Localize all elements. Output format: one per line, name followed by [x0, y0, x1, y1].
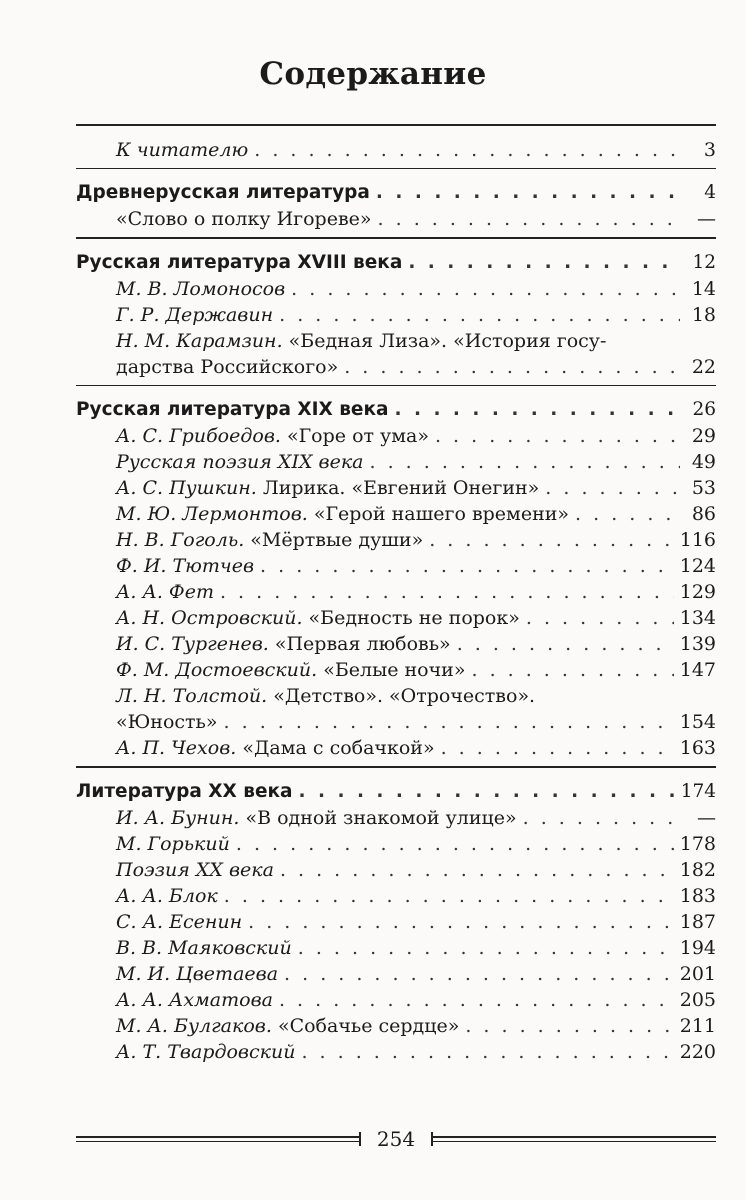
entry-page: 220 [679, 1040, 716, 1063]
entry-title: Лирика. «Евгений Онегин» [256, 477, 540, 500]
entry-label [116, 658, 465, 682]
entry-author: А. С. Грибоедов. [116, 425, 281, 448]
entry-page: 18 [691, 303, 716, 326]
dot-leader [344, 355, 680, 379]
entry-page: 205 [679, 988, 716, 1011]
toc-entry [76, 856, 716, 882]
entry-author: Г. Р. Державин [116, 303, 274, 326]
dot-leader [224, 710, 674, 734]
entry-page: 139 [679, 633, 716, 656]
toc-entry [76, 682, 716, 708]
toc-entry [76, 327, 716, 353]
entry-page: — [697, 208, 716, 231]
entry-label [116, 858, 274, 882]
toc-entry [76, 986, 716, 1012]
entry-label [116, 1014, 459, 1038]
entry-author: М. Горький [116, 832, 230, 855]
entry-title: «Первая любовь» [268, 633, 451, 656]
dot-leader [378, 207, 680, 231]
entry-page: 154 [679, 711, 716, 734]
spacer [76, 126, 716, 136]
entry-label [116, 832, 230, 856]
spacer [76, 169, 716, 179]
entry-label [116, 502, 569, 526]
entry-page: 14 [691, 277, 716, 300]
entry-label [116, 884, 218, 908]
entry-label [116, 450, 364, 474]
entry-label [116, 207, 372, 231]
dot-leader [280, 858, 674, 882]
dot-leader [236, 832, 674, 856]
spacer [76, 768, 716, 778]
toc-entry-continuation [76, 708, 716, 734]
section-title: Древнерусская литература [76, 182, 370, 204]
dot-leader [298, 936, 674, 960]
entry-page: 178 [679, 832, 716, 855]
toc-entry [76, 630, 716, 656]
toc-entry [76, 734, 716, 760]
entry-page: 3 [703, 138, 716, 161]
entry-author: Н. В. Гоголь. [116, 529, 245, 552]
entry-label [116, 277, 285, 301]
entry-page: 12 [692, 251, 716, 273]
dot-leader [376, 181, 680, 205]
dot-leader [457, 632, 674, 656]
dot-leader [465, 1014, 673, 1038]
toc-section [76, 778, 716, 804]
entry-page: 124 [679, 555, 716, 578]
toc-entry [76, 552, 716, 578]
entry-label [116, 1040, 295, 1064]
entry-page: — [697, 806, 716, 829]
toc-entry [76, 448, 716, 474]
entry-author: М. И. Цветаева [116, 962, 279, 985]
toc-entry [76, 578, 716, 604]
toc-entry [76, 1038, 716, 1064]
toc-entry [76, 526, 716, 552]
page-title: Содержание [259, 56, 487, 92]
entry-author: Н. М. Карамзин. [116, 329, 283, 352]
entry-label [116, 936, 292, 960]
entry-page: 147 [679, 659, 716, 682]
toc-entry-continuation [76, 353, 716, 379]
entry-title: «Горе от ума» [280, 425, 429, 448]
toc-entry [76, 1012, 716, 1038]
entry-page: 29 [691, 425, 716, 448]
entry-page: 182 [679, 858, 716, 881]
toc-entry [76, 422, 716, 448]
entry-author: Русская поэзия XIX века [116, 451, 364, 474]
dot-leader [526, 606, 674, 630]
entry-page: 134 [679, 607, 716, 630]
entry-title: «Слово о полку Игореве» [116, 208, 372, 231]
dot-leader [220, 580, 674, 604]
entry-author: М. А. Булгаков. [116, 1014, 272, 1037]
entry-label [116, 303, 273, 327]
entry-title: «Собачье сердце» [271, 1014, 460, 1037]
entry-label [116, 806, 517, 830]
entry-page: 116 [679, 529, 716, 552]
dot-leader [224, 884, 674, 908]
toc-entry [76, 934, 716, 960]
entry-author: Ф. М. Достоевский. [116, 659, 318, 682]
toc-section [76, 179, 716, 205]
dot-leader [370, 450, 681, 474]
toc-section [76, 396, 716, 422]
toc-entry [76, 908, 716, 934]
toc-entry [76, 205, 716, 231]
dot-leader [429, 528, 674, 552]
entry-title: «Мёртвые души» [244, 529, 424, 552]
dot-leader [299, 780, 675, 804]
entry-label [116, 528, 423, 552]
dot-leader [254, 138, 680, 162]
entry-label [116, 632, 451, 656]
entry-page: 4 [704, 182, 716, 204]
entry-title: «Белые ночи» [317, 659, 466, 682]
entry-author: М. В. Ломоносов [116, 277, 286, 300]
entry-author: Поэзия XX века [116, 858, 274, 881]
entry-page: 129 [679, 581, 716, 604]
entry-label [116, 606, 520, 630]
entry-page: 22 [691, 355, 716, 378]
toc-entry [76, 301, 716, 327]
dot-leader [545, 476, 680, 500]
entry-label [116, 424, 429, 448]
entry-page: 211 [679, 1014, 716, 1037]
toc-entry [76, 804, 716, 830]
dot-leader [291, 277, 680, 301]
dot-leader [248, 910, 674, 934]
entry-label [116, 910, 242, 934]
toc-entry [76, 830, 716, 856]
entry-page: 201 [679, 962, 716, 985]
dot-leader [301, 1040, 673, 1064]
toc-entry [76, 960, 716, 986]
toc-entry [76, 656, 716, 682]
entry-page: 86 [691, 503, 716, 526]
entry-author: И. С. Тургенев. [116, 633, 269, 656]
entry-label [116, 580, 214, 604]
entry-author: Ф. И. Тютчев [116, 555, 255, 578]
footer-rule-left [76, 1136, 359, 1142]
entry-page: 26 [692, 399, 716, 421]
entry-title-continued: «Юность» [116, 711, 218, 734]
footer-rule-right [433, 1136, 716, 1142]
entry-label [116, 476, 539, 500]
entry-label [116, 329, 606, 353]
entry-title: «Дама с собачкой» [236, 737, 435, 760]
entry-author: А. А. Блок [116, 884, 218, 907]
entry-author: А. П. Чехов. [116, 737, 237, 760]
entry-author: В. В. Маяковский [116, 936, 292, 959]
section-title: Русская литература XVIII века [76, 251, 403, 273]
toc-section [76, 249, 716, 275]
entry-page: 53 [691, 477, 716, 500]
page-number: 254 [376, 1127, 416, 1151]
dot-leader [441, 736, 674, 760]
dot-leader [471, 658, 673, 682]
entry-title-continued: дарства Российского» [116, 355, 339, 378]
toc-entry [76, 474, 716, 500]
spacer [76, 386, 716, 396]
section-title: Литература XX века [76, 780, 293, 802]
section-title: Русская литература XIX века [76, 399, 389, 421]
entry-author: Л. Н. Толстой. [116, 685, 268, 708]
entry-title: «Герой нашего времени» [307, 503, 570, 526]
dot-leader [279, 303, 680, 327]
toc-entry [76, 882, 716, 908]
entry-title: «Бедная Лиза». «История госу- [282, 329, 607, 352]
entry-author: А. Т. Твардовский [116, 1040, 296, 1063]
entry-author: М. Ю. Лермонтов. [116, 503, 308, 526]
entry-label [116, 684, 535, 708]
dot-leader [523, 806, 680, 830]
page-footer [76, 1124, 716, 1154]
dot-leader [260, 554, 674, 578]
entry-page: 183 [679, 884, 716, 907]
entry-author: А. С. Пушкин. [116, 477, 257, 500]
dot-leader [284, 962, 674, 986]
toc-entry [76, 604, 716, 630]
entry-title: «Детство». «Отрочество». [267, 685, 536, 708]
entry-author: К читателю [116, 138, 249, 161]
entry-page: 187 [679, 910, 716, 933]
entry-author: А. А. Ахматова [116, 988, 273, 1011]
entry-page: 174 [680, 780, 716, 802]
toc-entry [76, 275, 716, 301]
entry-label [116, 736, 435, 760]
entry-page: 163 [679, 737, 716, 760]
toc-entry [76, 500, 716, 526]
spacer [76, 239, 716, 249]
entry-author: А. А. Фет [116, 581, 214, 604]
entry-author: С. А. Есенин [116, 910, 243, 933]
dot-leader [408, 251, 680, 275]
entry-author: А. Н. Островский. [116, 607, 303, 630]
entry-page: 49 [691, 451, 716, 474]
entry-title: «В одной знакомой улице» [239, 806, 517, 829]
toc-entry [76, 136, 716, 162]
dot-leader [435, 424, 680, 448]
table-of-contents [76, 118, 716, 1064]
entry-page: 194 [679, 936, 716, 959]
dot-leader [279, 988, 674, 1012]
entry-label [116, 962, 278, 986]
entry-label [116, 554, 254, 578]
entry-title: «Бедность не порок» [302, 607, 520, 630]
dot-leader [575, 502, 680, 526]
entry-label [116, 138, 248, 162]
entry-label [116, 988, 273, 1012]
dot-leader [395, 398, 680, 422]
entry-author: И. А. Бунин. [116, 806, 240, 829]
